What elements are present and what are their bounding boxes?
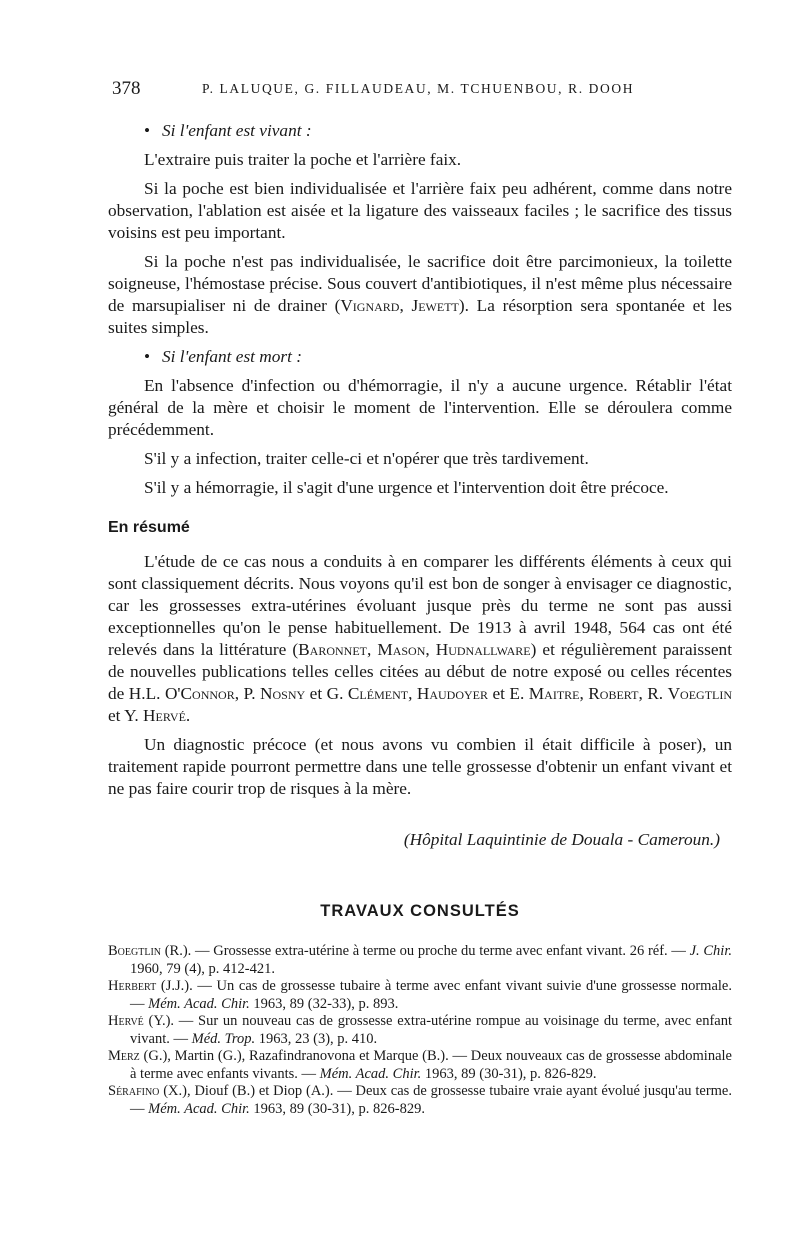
- page-header: [112, 78, 692, 102]
- page-number: 378: [112, 78, 141, 99]
- bullet-heading-alive: [144, 120, 732, 142]
- bullet-text: Si l'enfant est mort :: [162, 347, 303, 366]
- paragraph: L'extraire puis traiter la poche et l'arrière faix.: [144, 150, 462, 169]
- paragraph: Un diagnostic précoce (et nous avons vu combien il était difficile à poser), un traitement rapide pourront permettre dans une telle grossesse d'obtenir un enfant vivant et ne pas faire courir trop de risques à la mère.: [108, 735, 732, 798]
- reference-item: Sérafino (X.), Diouf (B.) et Diop (A.). — Deux cas de grossesse tubaire vraie ayant évolué jusqu'au terme. — Mém. Acad. Chir. 1963, 89 (30-31), p. 826-829.: [108, 1083, 732, 1117]
- author-name: Voegtlin: [667, 684, 733, 703]
- paragraph: S'il y a hémorragie, il s'agit d'une urgence et l'intervention doit être précoce.: [144, 478, 669, 497]
- paragraph: Si la poche n'est pas individualisée, le sacrifice doit être parcimonieux, la toilette soigneuse, l'hémostase précise. Sous couvert d'antibiotiques, il n'est même plus nécessaire de marsupialiser ni de drainer (Vignard, Jewett). La résorption sera spontanée et les suites simples.: [108, 252, 732, 337]
- article-body: [108, 120, 732, 1118]
- bullet-icon: •: [144, 121, 151, 140]
- reference-item: Boegtlin (R.). — Grossesse extra-utérine à terme ou proche du terme avec enfant vivant. 26 réf. — J. Chir. 1960, 79 (4), p. 412-421.: [108, 943, 732, 977]
- paragraph: Si la poche est bien individualisée et l'arrière faix peu adhérent, comme dans notre observation, l'ablation est aisée et la ligature des vaisseaux faciles ; le sacrifice des tissus voisins est peu important.: [108, 179, 732, 242]
- paragraph: En l'absence d'infection ou d'hémorragie, il n'y a aucune urgence. Rétablir l'état général de la mère et choisir le moment de l'intervention. Elle se déroulera comme précédemment.: [108, 376, 732, 439]
- paragraph: S'il y a infection, traiter celle-ci et n'opérer que très tardivement.: [144, 449, 589, 468]
- reference-item: Herbert (J.J.). — Un cas de grossesse tubaire à terme avec enfant vivant suivie d'une grossesse normale. — Mém. Acad. Chir. 1963, 89 (32-33), p. 893.: [108, 978, 732, 1012]
- author-name: Maitre, Robert: [528, 684, 639, 703]
- references-list: [108, 943, 732, 1118]
- author-name: Vignard: [340, 296, 400, 315]
- bullet-heading-dead: [144, 346, 732, 368]
- bullet-icon: •: [144, 347, 151, 366]
- author-name: Nosny: [260, 684, 306, 703]
- affiliation-signature: (Hôpital Laquintinie de Douala - Cameroun.): [403, 830, 720, 849]
- bullet-text: Si l'enfant est vivant :: [162, 121, 312, 140]
- section-heading: En résumé: [108, 519, 190, 536]
- author-name: Hervé: [143, 706, 186, 725]
- author-names: Baronnet, Mason, Hudnallware: [298, 640, 531, 659]
- author-name: O'Connor: [164, 684, 235, 703]
- author-name: Clément, Haudoyer: [347, 684, 489, 703]
- references-title: TRAVAUX CONSULTÉS: [320, 902, 520, 920]
- reference-item: Hervé (Y.). — Sur un nouveau cas de grossesse extra-utérine rompue au voisinage du terme, avec enfant vivant. — Méd. Trop. 1963, 23 (3), p. 410.: [108, 1013, 732, 1047]
- running-title: P. LALUQUE, G. FILLAUDEAU, M. TCHUENBOU, R. DOOH: [202, 81, 635, 96]
- reference-item: Merz (G.), Martin (G.), Razafindranovona et Marque (B.). — Deux nouveaux cas de grossesse abdominale à terme avec enfants vivants. — Mém. Acad. Chir. 1963, 89 (30-31), p. 826-829.: [108, 1048, 732, 1082]
- author-name: Jewett: [411, 296, 459, 315]
- paragraph: L'étude de ce cas nous a conduits à en comparer les différents éléments à ceux qui sont classiquement décrits. Nous voyons qu'il est bon de songer à envisager ce diagnostic, car les grossesses extra-utérines évoluant jusque près du terme ne sont pas aussi exceptionnelles qu'on le pense habituellement. De 1913 à avril 1948, 564 cas ont été relevés dans la littérature (Baronnet, Mason, Hudnallware) et régulièrement paraissent de nouvelles publications telles celles citées au début de notre exposé ou celles récentes de H.L. O'Connor, P. Nosny et G. Clément, Haudoyer et E. Maitre, Robert, R. Voegtlin et Y. Hervé.: [108, 552, 733, 725]
